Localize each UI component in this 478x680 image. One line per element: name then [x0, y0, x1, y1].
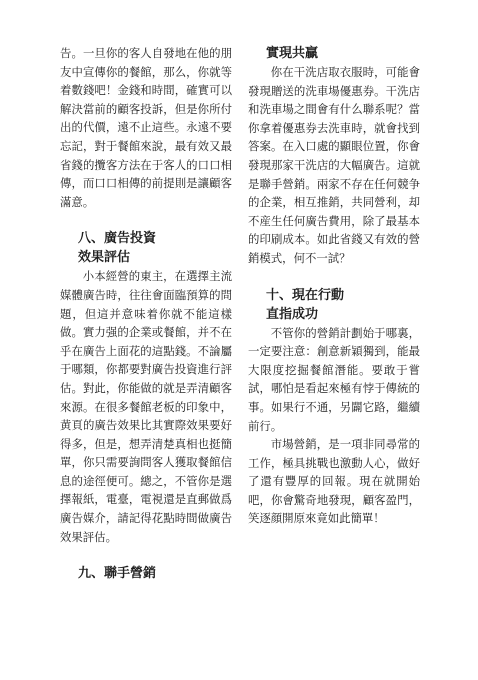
- right-column: [248, 44, 420, 528]
- spacer: [60, 546, 232, 564]
- section8-heading: [60, 229, 232, 267]
- section10-paragraph-2: 市場營銷，是一項非同尋常的工作，極具挑戰也激動人心，做好了還有豐厚的回報。現在就開始吧，你會驚奇地發現，顧客盈門，笑逐顔開原來竟如此簡單！: [248, 437, 420, 526]
- section10-heading-main: 十、現在行動: [266, 287, 345, 303]
- spacer: [248, 268, 420, 286]
- section8-heading-main: 八、廣告投資: [78, 231, 157, 247]
- intro-paragraph: 告。一旦你的客人自發地在他的朋友中宣傳你的餐館，那么，你就等着數錢吧！金錢和時間，確實可以解決當前的顧客投訴，但是你所付出的代價，遠不止這些。永遠不要忘記，對于餐館來說，最有效又最省錢的攬客方法在于客人的口口相傳，而口口相傳的前提則是讓顧客滿意。: [60, 46, 232, 209]
- section8-paragraph: 小本經營的東主，在選擇主流媒體廣告時，往往會面臨預算的問題，但這并意味着你就不能這樣做。實力强的企業或餐館，并不在乎在廣告上面花的這點錢。不論屬于哪類，你都要對廣告投資進行評估。對此，你能做的就是弄清顧客來源。在很多餐館老板的印象中，黄頁的廣告效果比其實際效果要好得多，但是，想弄清楚真相也挺簡單，你只需要詢問客人獲取餐館信息的途徑便可。總之，不管你是選擇報紙，電臺，電視還是直郵做爲廣告媒介，請記得花點時間做廣告效果評估。: [60, 269, 232, 544]
- section9-heading-main: 九、聯手營銷: [78, 566, 157, 582]
- section10-paragraph-1: 不管你的營銷計劃始于哪裏，一定要注意：創意新穎獨到，能最大限度挖掘餐館潛能。要敢于嘗試，哪怕是看起來極有悖于傳統的事。如果行不通，另闢它路，繼續前行。: [248, 325, 420, 433]
- section9-heading: [60, 564, 232, 583]
- section9-paragraph: 你在干洗店取衣服時，可能會發現贈送的洗車場優惠券。干洗店和洗車場之間會有什么聯系呢？當你拿着優惠券去洗車時，就會找到答案。在入口處的顯眼位置，你會發現那家干洗店的大幅廣告。這就是聯手營銷。兩家不存在任何競争的企業，相互推銷，共同營利，却不産生任何廣告費用，除了最基本的印刷成本。如此省錢又有效的營銷模式，何不一試？: [248, 65, 420, 265]
- left-column: [60, 44, 232, 583]
- section9-sub-heading: 實現共贏: [266, 46, 319, 61]
- spacer: [60, 211, 232, 229]
- section10-heading: [248, 286, 420, 324]
- section8-heading-sub: 效果評估: [78, 250, 131, 266]
- section9-sub-heading-block: [248, 44, 420, 63]
- section10-heading-sub: 直指成功: [266, 306, 319, 322]
